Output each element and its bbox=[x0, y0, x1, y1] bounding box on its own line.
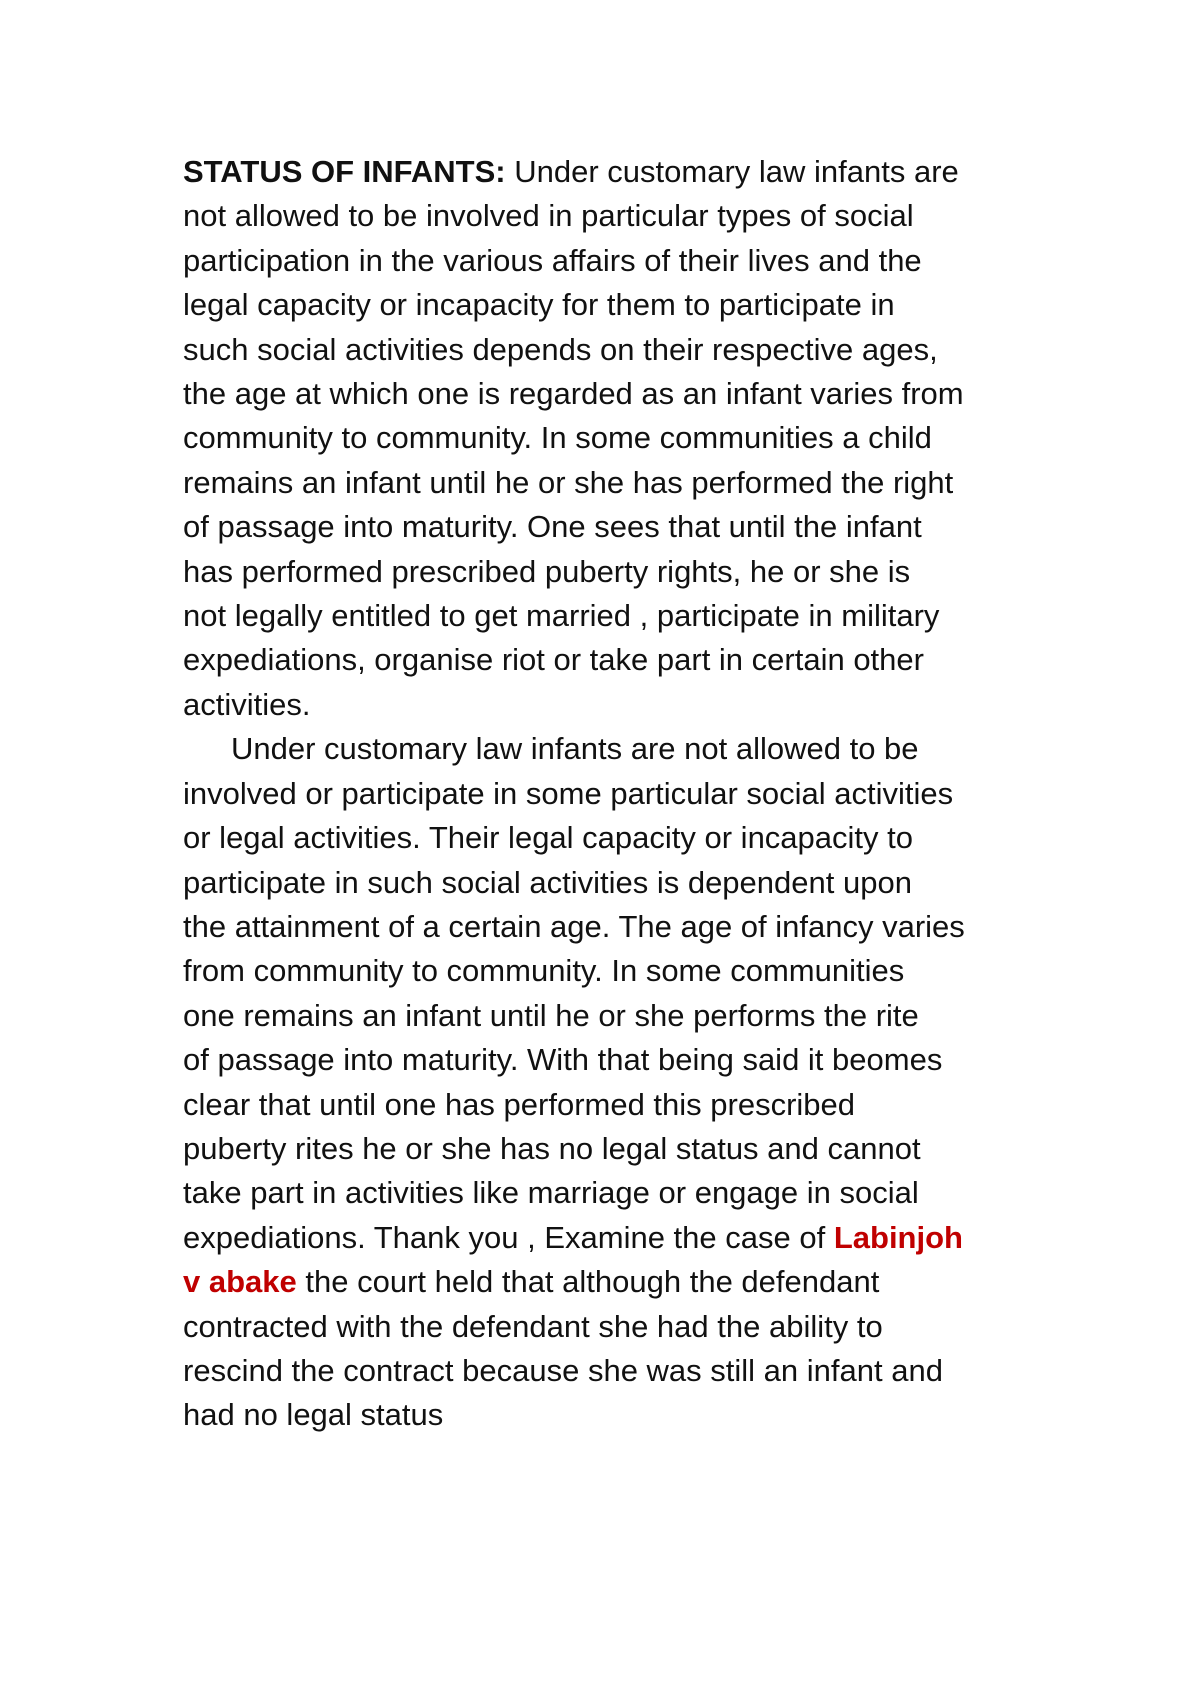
text-line bbox=[183, 372, 1043, 416]
text-segment: from community to community. In some communities bbox=[183, 953, 905, 989]
text-segment: take part in activities like marriage or engage in social bbox=[183, 1175, 919, 1211]
text-line bbox=[183, 1083, 1043, 1127]
text-segment: the age at which one is regarded as an infant varies from bbox=[183, 376, 964, 412]
text-line bbox=[183, 150, 1043, 194]
text-segment: activities. bbox=[183, 686, 311, 722]
text-segment: the attainment of a certain age. The age of infancy varies bbox=[183, 908, 965, 944]
text-segment: of passage into maturity. One sees that until the infant bbox=[183, 509, 922, 545]
section-heading: STATUS OF INFANTS: bbox=[183, 154, 506, 189]
text-line bbox=[183, 994, 1043, 1038]
text-segment: participation in the various affairs of their lives and the bbox=[183, 242, 922, 278]
text-line bbox=[183, 816, 1043, 860]
text-line bbox=[183, 638, 1043, 682]
text-line bbox=[183, 594, 1043, 638]
text-segment: such social activities depends on their respective ages, bbox=[183, 331, 938, 367]
text-line bbox=[183, 505, 1043, 549]
text-segment: Under customary law infants are bbox=[514, 154, 959, 189]
text-segment: or legal activities. Their legal capacity or incapacity to bbox=[183, 820, 913, 856]
text-line bbox=[183, 1349, 1043, 1393]
text-segment: not allowed to be involved in particular types of social bbox=[183, 198, 914, 234]
text-line bbox=[183, 328, 1043, 372]
text-segment: expediations. Thank you , Examine the case of bbox=[183, 1219, 834, 1255]
body-text bbox=[183, 150, 1043, 1438]
text-line bbox=[183, 461, 1043, 505]
text-line bbox=[183, 1305, 1043, 1349]
text-segment: not legally entitled to get married , participate in military bbox=[183, 598, 940, 634]
text-segment: contracted with the defendant she had the ability to bbox=[183, 1308, 883, 1344]
case-name: Labinjoh bbox=[833, 1219, 963, 1255]
text-line bbox=[183, 949, 1043, 993]
text-segment: the court held that although the defendant bbox=[296, 1264, 880, 1300]
text-segment: participate in such social activities is dependent upon bbox=[183, 864, 912, 900]
text-segment: puberty rites he or she has no legal status and cannot bbox=[183, 1130, 921, 1166]
case-name: v abake bbox=[183, 1264, 297, 1300]
text-line bbox=[183, 239, 1043, 283]
text-line bbox=[183, 1393, 1043, 1437]
text-segment: community to community. In some communities a child bbox=[183, 420, 932, 456]
text-line bbox=[183, 416, 1043, 460]
text-line bbox=[183, 283, 1043, 327]
text-segment: remains an infant until he or she has performed the right bbox=[183, 464, 954, 500]
text-segment: rescind the contract because she was still an infant and bbox=[183, 1352, 943, 1388]
text-line bbox=[183, 1171, 1043, 1215]
text-line bbox=[183, 1216, 1043, 1260]
text-segment: involved or participate in some particular social activities bbox=[183, 775, 954, 811]
text-line bbox=[183, 727, 1043, 771]
text-line bbox=[183, 1038, 1043, 1082]
text-segment: clear that until one has performed this prescribed bbox=[183, 1086, 856, 1122]
text-segment: Under customary law infants are not allowed to be bbox=[231, 731, 919, 767]
text-segment: of passage into maturity. With that being said it beomes bbox=[183, 1042, 943, 1078]
text-line bbox=[183, 905, 1043, 949]
text-segment: has performed prescribed puberty rights, he or she is bbox=[183, 553, 911, 589]
text-line bbox=[183, 550, 1043, 594]
text-segment: had no legal status bbox=[183, 1397, 444, 1433]
text-line bbox=[183, 1127, 1043, 1171]
text-line bbox=[183, 194, 1043, 238]
text-line bbox=[183, 861, 1043, 905]
text-segment: legal capacity or incapacity for them to participate in bbox=[183, 287, 895, 323]
text-segment: expediations, organise riot or take part in certain other bbox=[183, 642, 924, 678]
text-segment: one remains an infant until he or she performs the rite bbox=[183, 997, 919, 1033]
text-line bbox=[183, 683, 1043, 727]
text-line bbox=[183, 1260, 1043, 1304]
text-line bbox=[183, 772, 1043, 816]
